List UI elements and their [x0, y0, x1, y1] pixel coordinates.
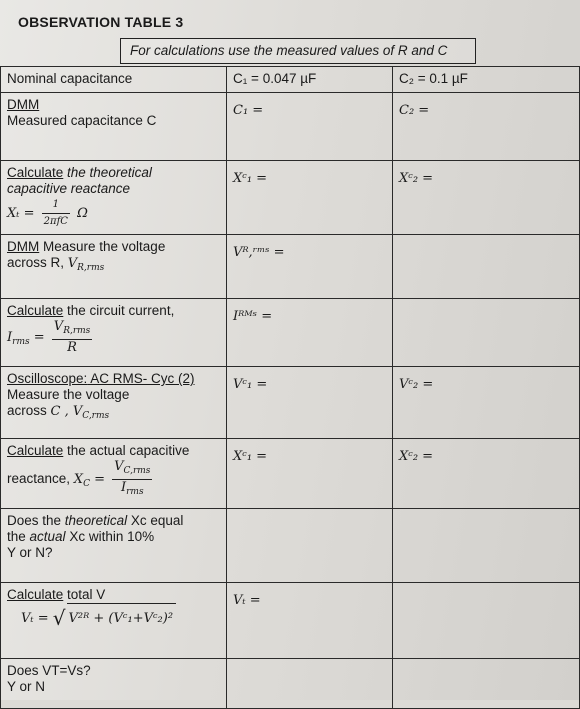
sqrt-icon: √	[52, 606, 66, 630]
irms-frac-den: R	[67, 340, 77, 355]
irms-label	[1, 299, 227, 367]
row-voltage-equal	[1, 659, 580, 709]
row-circuit-current	[1, 299, 580, 367]
theory-frac-den: 2πfC	[43, 216, 68, 227]
total-line1: total V	[63, 587, 106, 602]
compare-line2a: the	[7, 529, 30, 544]
dmm-c1-label: C₁ =	[233, 103, 264, 118]
actual-calc: Calculate	[7, 443, 64, 458]
row-scope-capacitor-voltage	[1, 367, 580, 439]
actual-den: I	[120, 480, 127, 495]
dmm-c2-label: C₂ =	[399, 103, 430, 118]
total-formula-lhs: Vₜ =	[21, 611, 49, 626]
actual-lhs-sub: C	[83, 479, 90, 489]
scope-c1-label: Vᶜ₁ =	[233, 377, 268, 392]
equal-line1: Does VT=Vs?	[7, 663, 91, 678]
irms-num-sub: R,rms	[63, 326, 91, 336]
actual-line1: the actual capacitive	[63, 443, 190, 458]
scope-line1: AC RMS- Cyc (2)	[87, 371, 195, 386]
irms-calc: Calculate	[7, 303, 64, 318]
vr-c2-cell[interactable]	[393, 235, 580, 299]
irms-c2-cell[interactable]	[393, 299, 580, 367]
theory-line1: the theoretical	[63, 165, 152, 180]
irms-num: V	[53, 319, 64, 334]
compare-c1-cell[interactable]	[227, 509, 393, 583]
vr-line1: Measure the voltage	[39, 239, 166, 254]
total-c2-cell[interactable]	[393, 583, 580, 659]
dmm-c2-cell[interactable]	[393, 93, 580, 161]
scope-c2-label: Vᶜ₂ =	[399, 377, 434, 392]
scope-line3: across	[7, 403, 51, 418]
theory-label	[1, 161, 227, 235]
actual-eq: =	[94, 472, 105, 487]
dmm-label	[1, 93, 227, 161]
vr-c1-label: Vᴿ,ʳᵐˢ =	[233, 245, 285, 260]
scope-label	[1, 367, 227, 439]
scope-symbol: C , V	[50, 404, 83, 419]
actual-c1-cell[interactable]	[227, 439, 393, 509]
vr-line2: across R,	[7, 255, 68, 270]
theory-calc: Calculate	[7, 165, 64, 180]
actual-num-sub: C,rms	[123, 466, 151, 476]
actual-c2-label: Xᶜ₂ =	[399, 449, 434, 464]
total-c1-cell[interactable]	[227, 583, 393, 659]
calculation-note: For calculations use the measured values of R and C	[120, 38, 476, 64]
vr-label	[1, 235, 227, 299]
vr-c1-cell[interactable]	[227, 235, 393, 299]
actual-label	[1, 439, 227, 509]
irms-c1-cell[interactable]	[227, 299, 393, 367]
total-radicand: V²ᴿ + (Vᶜ₁+Vᶜ₂)²	[67, 603, 177, 633]
compare-c2-cell[interactable]	[393, 509, 580, 583]
compare-line3: Y or N?	[7, 545, 53, 560]
actual-frac-num	[112, 459, 152, 480]
irms-lhs: I	[7, 330, 13, 345]
theory-c1-label: Xᶜ₁ =	[233, 171, 268, 186]
total-label	[1, 583, 227, 659]
scope-c2-cell[interactable]	[393, 367, 580, 439]
total-calc: Calculate	[7, 587, 64, 602]
theory-formula-lhs: Xₜ =	[7, 206, 35, 221]
vr-symbol: V	[67, 256, 78, 271]
compare-line2b: actual	[29, 529, 66, 544]
scope-oscilloscope: Oscilloscope:	[7, 371, 88, 386]
page-title: OBSERVATION TABLE 3	[18, 14, 184, 30]
row-actual-reactance	[1, 439, 580, 509]
irms-frac-num	[52, 319, 92, 340]
scope-c1-cell[interactable]	[227, 367, 393, 439]
equal-line2: Y or N	[7, 679, 46, 694]
dmm-c1-cell[interactable]	[227, 93, 393, 161]
row-resistor-voltage	[1, 235, 580, 299]
irms-eq: =	[33, 330, 45, 345]
compare-label	[1, 509, 227, 583]
irms-line1: the circuit current,	[63, 303, 175, 318]
row-theoretical-reactance	[1, 161, 580, 235]
row-compare-reactance	[1, 509, 580, 583]
header-c1: C₁ = 0.047 µF	[227, 67, 393, 93]
total-formula	[7, 606, 176, 630]
theory-c2-cell[interactable]	[393, 161, 580, 235]
theory-fraction	[42, 197, 70, 230]
vr-subscript: R,rms	[77, 263, 105, 273]
actual-line2: reactance,	[7, 471, 74, 486]
actual-fraction	[112, 459, 152, 500]
theory-c2-label: Xᶜ₂ =	[399, 171, 434, 186]
compare-line1a: Does the	[7, 513, 65, 528]
equal-c1-cell[interactable]	[227, 659, 393, 709]
actual-lhs: X	[73, 472, 84, 487]
irms-formula	[7, 319, 95, 355]
actual-den-sub: rms	[126, 487, 144, 497]
scope-line2: Measure the voltage	[7, 387, 130, 402]
total-c1-label: Vₜ =	[233, 593, 261, 608]
dmm-line1: DMM	[7, 97, 40, 112]
row-total-voltage	[1, 583, 580, 659]
compare-line1b: theoretical	[64, 513, 128, 528]
theory-frac-num: 1	[42, 197, 70, 214]
vr-dmm: DMM	[7, 239, 40, 254]
table-header-row	[1, 67, 580, 93]
actual-num: V	[114, 459, 124, 474]
ohm-symbol: Ω	[77, 206, 88, 221]
theory-formula	[7, 199, 88, 227]
header-c2: C₂ = 0.1 µF	[393, 67, 580, 93]
equal-label	[1, 659, 227, 709]
theory-c1-cell[interactable]	[227, 161, 393, 235]
dmm-line2: Measured capacitance C	[7, 113, 157, 128]
scope-subscript: C,rms	[82, 411, 110, 421]
theory-line2: capacitive reactance	[7, 181, 131, 196]
compare-line2c: Xc within 10%	[65, 529, 155, 544]
irms-lhs-sub: rms	[12, 337, 30, 347]
row-dmm-capacitance	[1, 93, 580, 161]
observation-table	[0, 66, 580, 709]
actual-c1-label: Xᶜ₁ =	[233, 449, 268, 464]
actual-c2-cell[interactable]	[393, 439, 580, 509]
header-label: Nominal capacitance	[1, 67, 227, 93]
compare-line1c: Xc equal	[127, 513, 184, 528]
equal-c2-cell[interactable]	[393, 659, 580, 709]
actual-formula	[73, 459, 156, 497]
irms-fraction	[52, 319, 92, 356]
irms-c1-label: Iᴿᴹˢ =	[233, 309, 273, 324]
actual-frac-den	[112, 480, 152, 500]
